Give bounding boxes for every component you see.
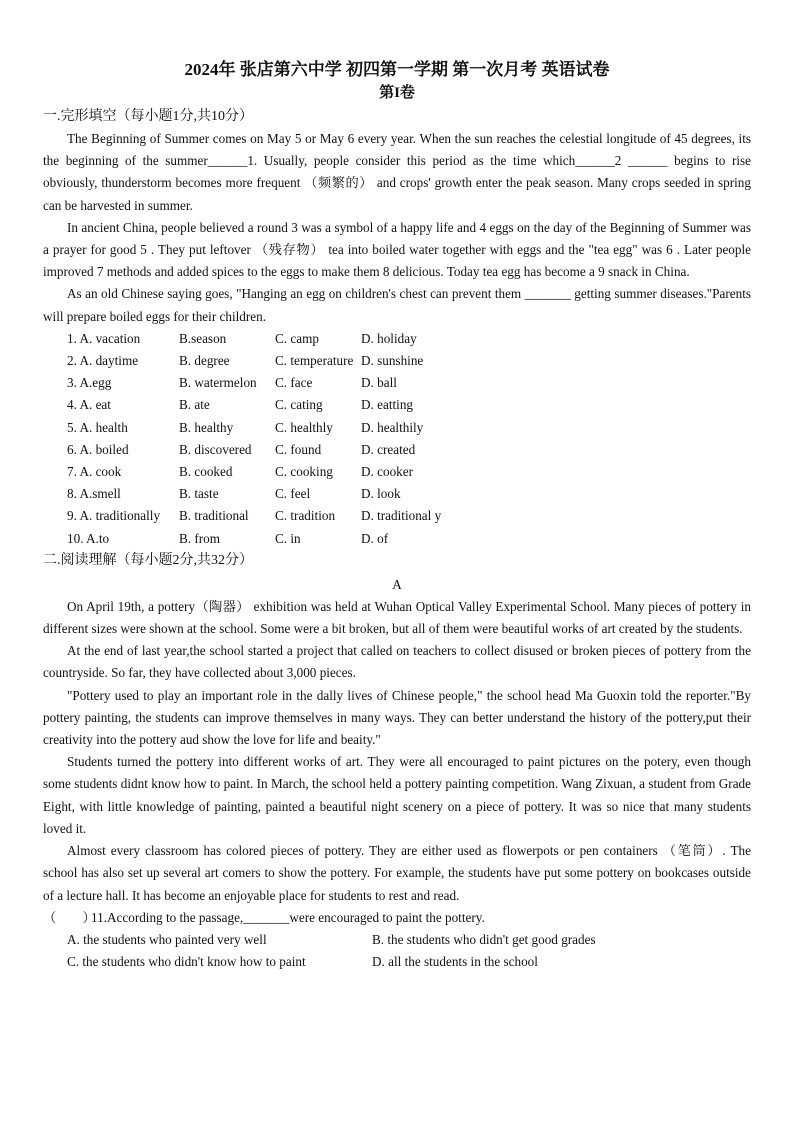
option-b: B. from (179, 530, 221, 546)
option-a: 6. A. boiled (67, 441, 129, 457)
passage-label: A (392, 576, 402, 592)
question-option-a: A. the students who painted very well (67, 931, 267, 947)
option-b: B.season (179, 330, 227, 346)
option-a: 5. A. health (67, 419, 128, 435)
option-b: B. watermelon (179, 375, 257, 391)
option-row (43, 394, 751, 416)
reading-paragraph: Students turned the pottery into different works of art. They were all encouraged to paint pictures on the potery, even though some students didnt know how to paint. In March, the school held a pottery painting competition. Wang Zixuan, a student from Grade Eight, with little knowledge of painting, painted a beautiful night scenery on a piece of pottery. It was so nice that many students loved it. (43, 754, 751, 836)
option-d: D. eatting (361, 397, 414, 413)
option-c: C. found (275, 441, 322, 457)
option-a: 2. A. daytime (67, 353, 139, 369)
option-row (43, 528, 751, 550)
cloze-paragraph: The Beginning of Summer comes on May 5 or May 6 every year. When the sun reaches the celestial longitude of 45 degrees, its the beginning of the summer______1. Usually, people consider this period as the time which______2 ______ begins to rise obviously, thunderstorm becomes more frequent （频繁的） and crops' growth enter the peak season. Many crops seeded in spring can be harvested in summer. (43, 131, 751, 213)
option-d: D. look (361, 486, 401, 502)
option-c: C. cooking (275, 464, 333, 480)
option-a: 9. A. traditionally (67, 508, 161, 524)
option-d: D. holiday (361, 330, 417, 346)
option-b: B. healthy (179, 419, 234, 435)
reading-paragraph: Almost every classroom has colored pieces of pottery. They are either used as flowerpots or pen containers （笔筒）. The school has also set up several art comers to show the pottery. For example, the students have put some pottery on bookcases outside of a lecture hall. It has become an enjoyable place for students to rest and read. (43, 843, 751, 903)
option-row (43, 483, 751, 505)
option-a: 10. A.to (67, 530, 110, 546)
option-d: D. traditional y (361, 508, 442, 524)
option-c: C. in (275, 530, 301, 546)
volume-label: 第I卷 (379, 85, 415, 101)
question-option-row (43, 951, 751, 973)
option-row (43, 461, 751, 483)
question-option-b: B. the students who didn't get good grades (372, 931, 596, 947)
question-option-c: C. the students who didn't know how to paint (67, 954, 306, 970)
option-c: C. temperature (275, 353, 354, 369)
option-a: 8. A.smell (67, 486, 121, 502)
option-a: 3. A.egg (67, 375, 112, 391)
cloze-paragraph: As an old Chinese saying goes, "Hanging an egg on children's chest can prevent them _______ getting summer diseases."Parents will prepare boiled eggs for their children. (43, 286, 751, 324)
option-row (43, 328, 751, 350)
option-b: B. ate (179, 397, 210, 413)
reading-paragraph: At the end of last year,the school started a project that called on teachers to collect disused or broken pieces of pottery from the countryside. So far, they have collected about 3,000 pieces. (43, 643, 751, 681)
section1-heading: 一.完形填空（每小题1分,共10分） (43, 109, 253, 124)
section2-heading: 二.阅读理解（每小题2分,共32分） (43, 552, 253, 568)
option-row (43, 372, 751, 394)
option-d: D. ball (361, 375, 397, 391)
option-d: D. sunshine (361, 353, 424, 369)
option-c: C. healthly (275, 419, 333, 435)
option-b: B. taste (179, 486, 219, 502)
option-b: B. cooked (179, 464, 233, 480)
option-row (43, 417, 751, 439)
cloze-options (43, 328, 751, 550)
answer-blank: （ ） (43, 909, 96, 925)
option-a: 1. A. vacation (67, 330, 141, 346)
exam-page (43, 58, 751, 973)
option-d: D. created (361, 441, 416, 457)
option-b: B. degree (179, 353, 230, 369)
option-row (43, 439, 751, 461)
option-d: D. of (361, 530, 389, 546)
exam-title: 2024年 张店第六中学 初四第一学期 第一次月考 英语试卷 (184, 60, 610, 79)
question-option-row (43, 929, 751, 951)
option-c: C. face (275, 375, 313, 391)
reading-paragraph: "Pottery used to play an important role in the dally lives of Chinese people," the school head Ma Guoxin told the reporter."By pottery painting, the students can improve themselves in many ways. They can better understand the history of the pottery,put their creativity into the pottery aud show the love for life and beaity." (43, 687, 751, 748)
option-a: 7. A. cook (67, 464, 122, 480)
question-11 (43, 907, 751, 929)
option-c: C. camp (275, 330, 319, 346)
option-d: D. healthily (361, 419, 424, 435)
option-b: B. discovered (179, 441, 252, 457)
option-a: 4. A. eat (67, 397, 111, 413)
option-row (43, 505, 751, 527)
reading-paragraph: On April 19th, a pottery（陶器） exhibition was held at Wuhan Optical Valley Experimental School. Many pieces of pottery in different sizes were shown at the school. Some were a bit broken, but all of them were beautiful works of art created by the students. (43, 598, 751, 637)
option-b: B. traditional (179, 508, 249, 524)
option-c: C. cating (275, 397, 323, 413)
option-row (43, 350, 751, 372)
option-c: C. feel (275, 486, 311, 502)
option-c: C. tradition (275, 508, 336, 524)
cloze-paragraph: In ancient China, people believed a round 3 was a symbol of a happy life and 4 eggs on the day of the Beginning of Summer was a prayer for good 5 . They put leftover （残存物） tea into boiled water together with eggs and the "tea egg" was 6 . Later people improved 7 methods and added spices to the eggs to make them 8 delicious. Today tea egg has become a 9 snack in China. (43, 219, 751, 280)
option-d: D. cooker (361, 464, 413, 480)
question-stem: 11.According to the passage,_______were encouraged to paint the pottery. (91, 909, 485, 925)
question-option-d: D. all the students in the school (372, 954, 538, 970)
